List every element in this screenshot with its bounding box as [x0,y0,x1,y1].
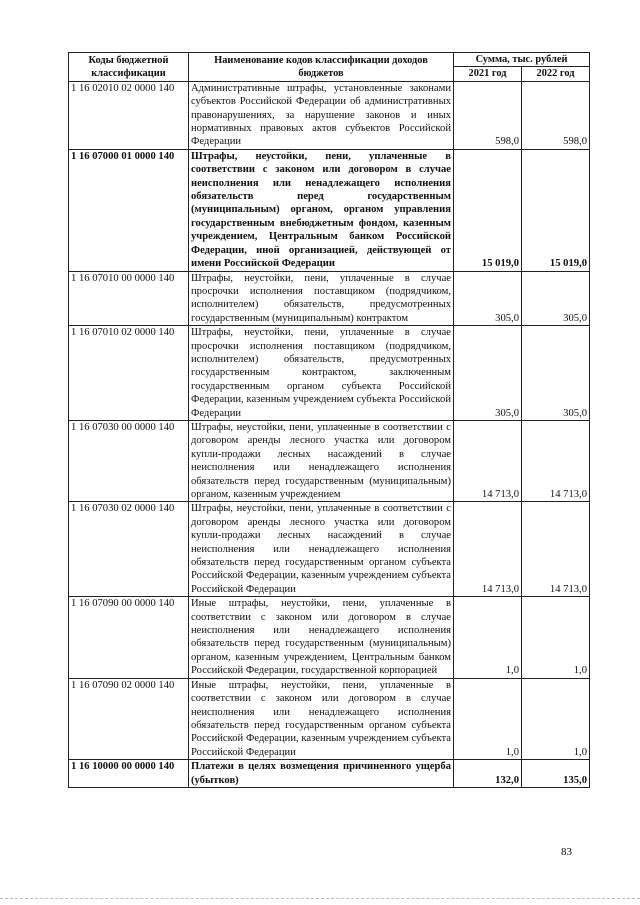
table-row [69,760,590,788]
page-number: 83 [561,846,572,858]
table-row [69,502,590,597]
name-cell: Штрафы, неустойки, пени, уплаченные в соответствии с договором аренды лесного участка или договором купли-продажи лесных насаждений в случае неисполнения или ненадлежащего исполнения обязательств перед государственным (муниципальным) органом, казенным учреждением [189,420,454,501]
name-cell: Штрафы, неустойки, пени, уплаченные в случае просрочки исполнения поставщиком (подрядчиком, исполнителем) обязательств, предусмотренных государственным (муниципальным) контрактом [189,271,454,326]
sum-2021-cell: 132,0 [454,760,522,788]
code-cell: 1 16 10000 00 0000 140 [69,760,189,788]
sum-2021-cell: 1,0 [454,597,522,678]
name-cell: Штрафы, неустойки, пени, уплаченные в случае просрочки исполнения поставщиком (подрядчиком, исполнителем) обязательств, предусмотренных государственным контрактом, заключенным государственным органом субъекта Российской Федерации, казенным учреждением субъекта Российской Федерации [189,326,454,421]
code-cell: 1 16 07000 01 0000 140 [69,149,189,271]
name-cell: Штрафы, неустойки, пени, уплаченные в соответствии с договором аренды лесного участка или договором купли-продажи лесных насаждений в случае неисполнения или ненадлежащего исполнения обязательств перед государственным органом субъекта Российской Федерации, казенным учреждением субъекта Российской Федерации [189,502,454,597]
sum-2022-cell: 1,0 [522,597,590,678]
name-cell: Административные штрафы, установленные законами субъектов Российской Федерации об административных правонарушениях, за нарушение законов и иных нормативных правовых актов субъектов Российской Федерации [189,81,454,149]
sum-2022-cell: 305,0 [522,326,590,421]
code-cell: 1 16 07030 00 0000 140 [69,420,189,501]
table-header [69,53,590,82]
header-sum: Сумма, тыс. рублей [454,53,590,67]
name-cell: Штрафы, неустойки, пени, уплаченные в соответствии с законом или договором в случае неисполнения или ненадлежащего исполнения обязательств перед государственным (муниципальным) органом, органом управления государственным внебюджетным фондом, казенным учреждением, Центральным банком Российской Федерации, иной организацией, действующей от имени Российской Федерации [189,149,454,271]
table-row [69,678,590,759]
sum-2021-cell: 598,0 [454,81,522,149]
sum-2022-cell: 15 019,0 [522,149,590,271]
sum-2021-cell: 1,0 [454,678,522,759]
header-name: Наименование кодов классификации доходов бюджетов [189,53,454,82]
sum-2022-cell: 135,0 [522,760,590,788]
sum-2021-cell: 305,0 [454,326,522,421]
table-row [69,597,590,678]
sum-2021-cell: 14 713,0 [454,420,522,501]
scan-edge-line [0,898,640,899]
table-row [69,326,590,421]
sum-2022-cell: 14 713,0 [522,502,590,597]
header-year-2021: 2021 год [454,67,522,81]
table-body [69,81,590,787]
table-row [69,149,590,271]
code-cell: 1 16 07090 00 0000 140 [69,597,189,678]
table-row [69,420,590,501]
header-codes: Коды бюджетной классификации [69,53,189,82]
budget-revenue-table [68,52,590,788]
sum-2021-cell: 305,0 [454,271,522,326]
sum-2021-cell: 15 019,0 [454,149,522,271]
code-cell: 1 16 07010 02 0000 140 [69,326,189,421]
sum-2022-cell: 598,0 [522,81,590,149]
name-cell: Иные штрафы, неустойки, пени, уплаченные в соответствии с законом или договором в случае неисполнения или ненадлежащего исполнения обязательств перед государственным (муниципальным) органом, казенным учреждением, Центральным банком Российской Федерации, государственной корпорацией [189,597,454,678]
sum-2022-cell: 1,0 [522,678,590,759]
code-cell: 1 16 02010 02 0000 140 [69,81,189,149]
code-cell: 1 16 07010 00 0000 140 [69,271,189,326]
sum-2022-cell: 14 713,0 [522,420,590,501]
table-row [69,271,590,326]
table-row [69,81,590,149]
name-cell: Иные штрафы, неустойки, пени, уплаченные в соответствии с законом или договором в случае неисполнения или ненадлежащего исполнения обязательств перед государственным органом субъекта Российской Федерации, казенным учреждением субъекта Российской Федерации [189,678,454,759]
sum-2022-cell: 305,0 [522,271,590,326]
code-cell: 1 16 07030 02 0000 140 [69,502,189,597]
header-year-2022: 2022 год [522,67,590,81]
name-cell: Платежи в целях возмещения причиненного ущерба (убытков) [189,760,454,788]
sum-2021-cell: 14 713,0 [454,502,522,597]
code-cell: 1 16 07090 02 0000 140 [69,678,189,759]
